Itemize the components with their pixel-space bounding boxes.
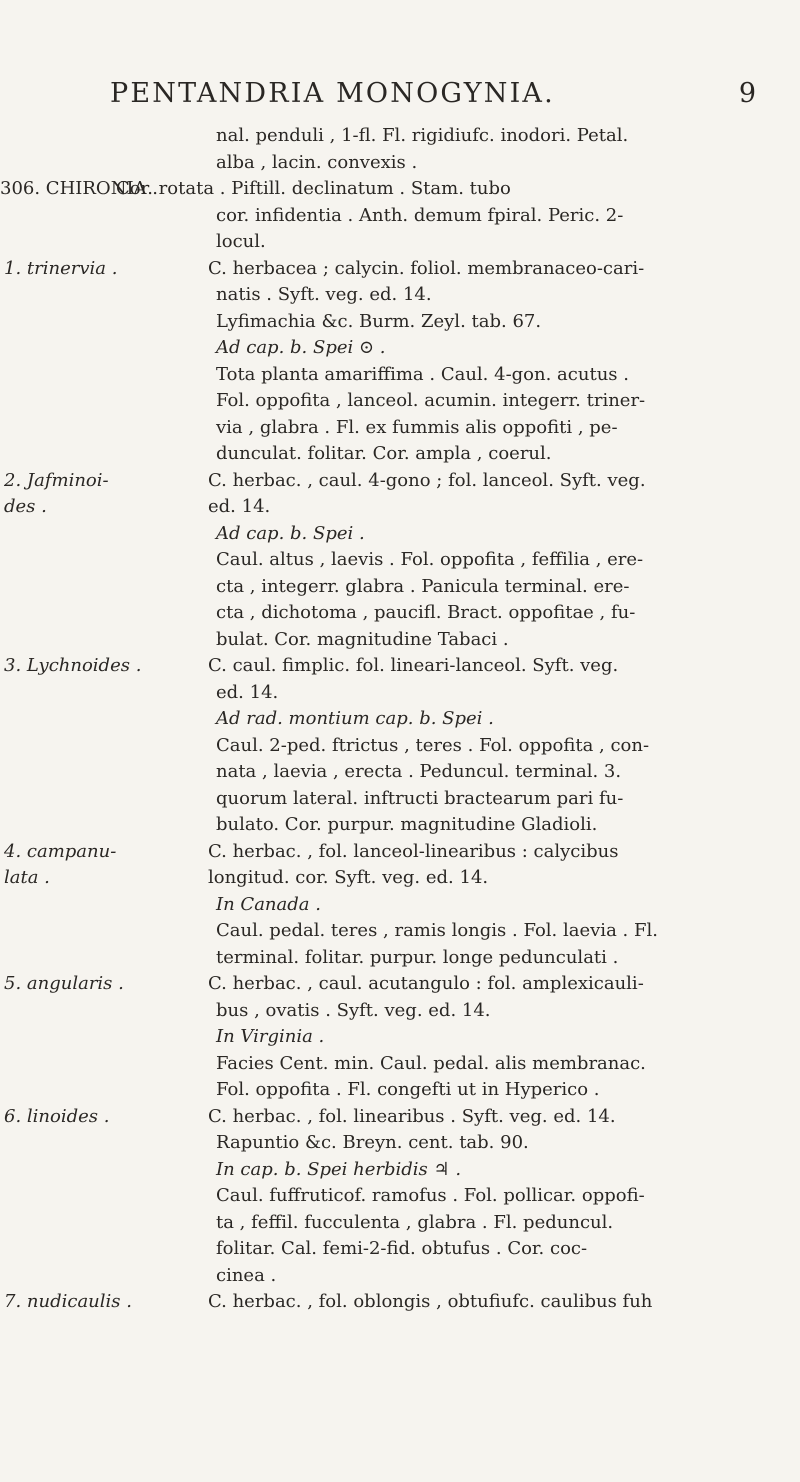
line-text: nal. penduli , 1-fl. Fl. rigidiufc. inodori. Petal. (216, 125, 629, 146)
line-text: Rapuntio &c. Breyn. cent. tab. 90. (216, 1132, 529, 1153)
text-line (0, 892, 800, 919)
line-text: In Virginia . (216, 1026, 325, 1047)
text-line (0, 786, 800, 813)
line-text: Caul. pedal. teres , ramis longis . Fol. laevia . Fl. (216, 920, 658, 941)
text-line (0, 1210, 800, 1237)
text-line (0, 415, 800, 442)
text-line (0, 256, 800, 283)
line-text: Caul. fuffruticof. ramofus . Fol. pollicar. oppofi- (216, 1185, 645, 1206)
line-text: C. herbac. , caul. 4-gono ; fol. lanceol. Syft. veg. (208, 469, 646, 491)
text-line (0, 918, 800, 945)
text-line (0, 1130, 800, 1157)
species-label: des . (4, 496, 47, 517)
species-label: 5. angularis . (4, 973, 124, 994)
line-text: cta , integerr. glabra . Panicula terminal. ere- (216, 575, 630, 597)
line-text: ed. 14. (208, 496, 271, 517)
text-line (0, 812, 800, 839)
text-line (0, 1024, 800, 1051)
text-line (0, 441, 800, 468)
running-head: PENTANDRIA MONOGYNIA. (110, 78, 555, 109)
line-text: In Canada . (216, 893, 321, 915)
text-line (0, 1077, 800, 1104)
line-text: cta , dichotoma , paucifl. Bract. oppofitae , fu- (216, 602, 636, 623)
text-line (0, 468, 800, 495)
species-label: 1. trinervia . (4, 257, 118, 279)
line-text: natis . Syft. veg. ed. 14. (216, 284, 432, 305)
line-text: bulat. Cor. magnitudine Tabaci . (216, 628, 509, 650)
text-line (0, 653, 800, 680)
text-line (0, 547, 800, 574)
text-line (0, 865, 800, 892)
text-line (0, 971, 800, 998)
text-line (0, 123, 800, 150)
text-line (0, 494, 800, 521)
text-line (0, 388, 800, 415)
text-line (0, 706, 800, 733)
text-line (0, 150, 800, 177)
line-text: C. herbac. , fol. oblongis , obtufiufc. caulibus fuh (208, 1291, 653, 1312)
text-line (0, 1263, 800, 1290)
line-text: C. herbac. , caul. acutangulo : fol. amplexicauli- (208, 973, 644, 994)
page-header (0, 78, 800, 118)
line-text: Fol. oppofita . Fl. congefti ut in Hyperico . (216, 1079, 600, 1100)
text-line (0, 362, 800, 389)
text-line (0, 945, 800, 972)
text-line (0, 680, 800, 707)
text-line (0, 203, 800, 230)
species-label: 2. Jafminoi- (4, 469, 109, 491)
line-text: via , glabra . Fl. ex fummis alis oppofiti , pe- (216, 416, 618, 438)
text-line (0, 627, 800, 654)
line-text: Caul. 2-ped. ftrictus , teres . Fol. oppofita , con- (216, 734, 650, 756)
line-text: locul. (216, 231, 266, 252)
text-line (0, 839, 800, 866)
line-text: C. herbac. , fol. linearibus . Syft. veg. ed. 14. (208, 1105, 616, 1127)
line-text: Cor. rotata . Piftill. declinatum . Stam. tubo (116, 178, 511, 199)
line-text: ed. 14. (216, 681, 279, 703)
line-text: C. caul. fimplic. fol. lineari-lanceol. Syft. veg. (208, 655, 619, 676)
genus-heading: 306. CHIRONIA . (0, 178, 158, 199)
species-label: 7. nudicaulis . (4, 1291, 132, 1312)
line-text: dunculat. folitar. Cor. ampla , coerul. (216, 443, 552, 464)
text-line (0, 309, 800, 336)
text-line (0, 229, 800, 256)
line-text: Tota planta amariffima . Caul. 4-gon. acutus . (216, 363, 629, 385)
text-line (0, 733, 800, 760)
text-line (0, 282, 800, 309)
text-line (0, 759, 800, 786)
line-text: cinea . (216, 1264, 277, 1286)
text-line (0, 335, 800, 362)
text-line (0, 998, 800, 1025)
text-line (0, 600, 800, 627)
text-line (0, 574, 800, 601)
line-text: In cap. b. Spei herbidis ♃ . (216, 1158, 462, 1180)
line-text: Ad rad. montium cap. b. Spei . (216, 708, 494, 729)
text-line (0, 1289, 800, 1316)
species-label: 3. Lychnoides . (4, 655, 142, 676)
line-text: nata , laevia , erecta . Peduncul. terminal. 3. (216, 761, 622, 782)
text-line (0, 1104, 800, 1131)
line-text: bus , ovatis . Syft. veg. ed. 14. (216, 999, 491, 1021)
species-label: lata . (4, 867, 50, 888)
line-text: C. herbac. , fol. lanceol-linearibus : calycibus (208, 840, 619, 862)
text-line (0, 1236, 800, 1263)
line-text: Facies Cent. min. Caul. pedal. alis membranac. (216, 1052, 646, 1074)
line-text: longitud. cor. Syft. veg. ed. 14. (208, 867, 489, 888)
line-text: terminal. folitar. purpur. longe pedunculati . (216, 946, 619, 968)
line-text: ta , feffil. fucculenta , glabra . Fl. peduncul. (216, 1211, 614, 1233)
line-text: cor. infidentia . Anth. demum fpiral. Peric. 2- (216, 204, 624, 226)
line-text: Caul. altus , laevis . Fol. oppofita , feffilia , ere- (216, 549, 644, 570)
text-line (0, 1051, 800, 1078)
line-text: folitar. Cal. femi-2-fid. obtufus . Cor. coc- (216, 1238, 588, 1259)
text-line (0, 1183, 800, 1210)
line-text: C. herbacea ; calycin. foliol. membranaceo-cari- (208, 257, 645, 279)
line-text: alba , lacin. convexis . (216, 151, 418, 173)
text-line (0, 176, 800, 203)
species-label: 4. campanu- (4, 840, 117, 862)
text-line (0, 1157, 800, 1184)
line-text: Lyfimachia &c. Burm. Zeyl. tab. 67. (216, 310, 542, 332)
text-line (0, 521, 800, 548)
page-number: 9 (738, 78, 756, 109)
line-text: Ad cap. b. Spei . (216, 522, 365, 544)
line-text: Ad cap. b. Spei ⊙ . (216, 337, 386, 358)
line-text: Fol. oppofita , lanceol. acumin. integerr. triner- (216, 390, 646, 411)
species-label: 6. linoides . (4, 1105, 110, 1127)
line-text: quorum lateral. inftructi bractearum pari fu- (216, 787, 624, 809)
line-text: bulato. Cor. purpur. magnitudine Gladioli. (216, 814, 598, 835)
text-body (0, 123, 800, 1316)
